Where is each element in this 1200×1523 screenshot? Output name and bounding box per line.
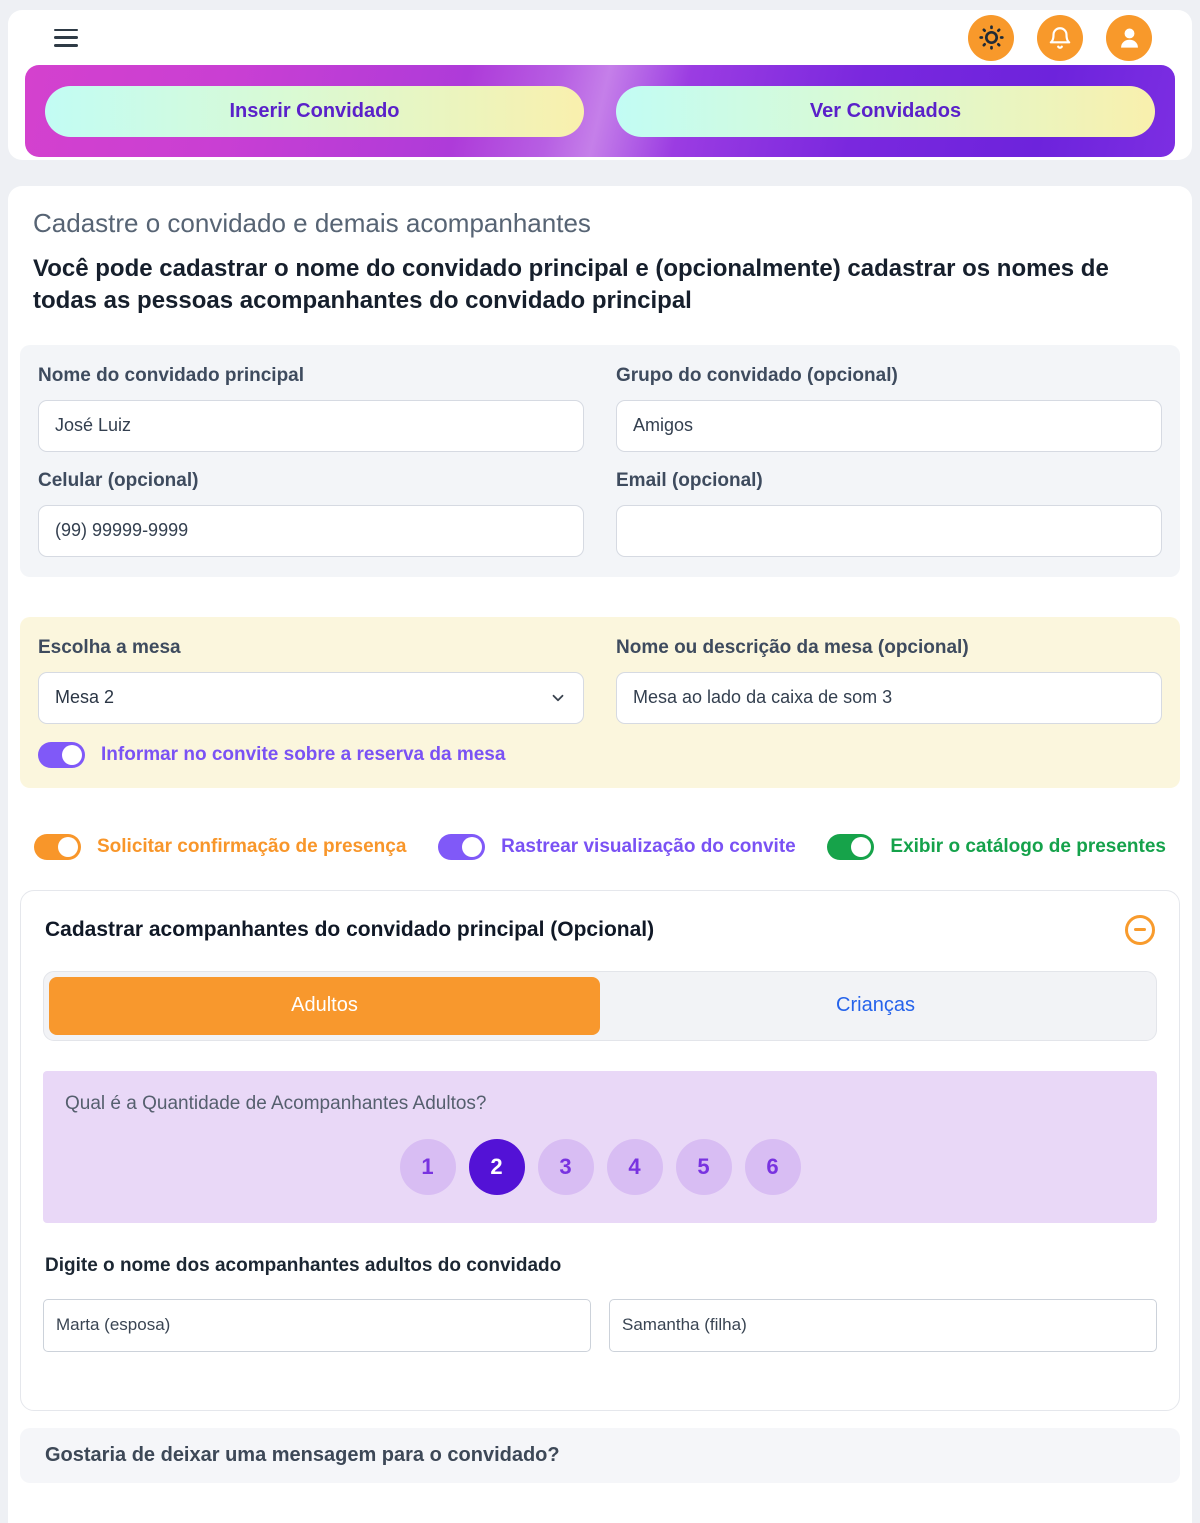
toggle-item-catalog xyxy=(827,834,1166,860)
choose-table-label: Escolha a mesa xyxy=(38,636,181,658)
quantity-options xyxy=(65,1139,1135,1195)
companions-header xyxy=(45,915,1155,945)
guest-phone-input[interactable] xyxy=(38,505,584,557)
toggle-item-confirmation xyxy=(34,834,406,860)
quantity-option-4[interactable]: 4 xyxy=(607,1139,663,1195)
companion-name-input-2[interactable] xyxy=(609,1299,1157,1352)
quantity-question: Qual é a Quantidade de Acompanhantes Adultos? xyxy=(65,1092,487,1114)
chevron-down-icon xyxy=(549,689,567,707)
reserve-toggle-label: Informar no convite sobre a reserva da mesa xyxy=(101,743,506,765)
page-title: Cadastre o convidado e demais acompanhantes xyxy=(33,208,591,238)
message-panel xyxy=(20,1428,1180,1483)
quantity-option-3[interactable]: 3 xyxy=(538,1139,594,1195)
reserve-toggle[interactable] xyxy=(38,742,85,768)
topbar-actions xyxy=(968,15,1152,61)
catalog-toggle-label: Exibir o catálogo de presentes xyxy=(890,835,1166,857)
insert-guest-button[interactable]: Inserir Convidado xyxy=(45,86,584,137)
field-guest-email xyxy=(616,466,1162,557)
field-guest-group xyxy=(616,361,1162,452)
quantity-option-1[interactable]: 1 xyxy=(400,1139,456,1195)
confirmation-toggle-label: Solicitar confirmação de presença xyxy=(97,835,407,857)
guest-nav-banner xyxy=(25,65,1175,157)
page-subtitle: Você pode cadastrar o nome do convidado principal e (opcionalmente) cadastrar os nomes de todas as pessoas acompanhantes do convidado principal xyxy=(33,255,1109,314)
sun-icon xyxy=(978,24,1005,51)
field-table-desc xyxy=(616,633,1162,768)
table-desc-input[interactable] xyxy=(616,672,1162,724)
tracking-toggle-label: Rastrear visualização do convite xyxy=(501,835,796,857)
companions-card xyxy=(20,890,1180,1411)
quantity-option-5[interactable]: 5 xyxy=(676,1139,732,1195)
tab-adultos[interactable]: Adultos xyxy=(49,977,600,1035)
field-guest-name xyxy=(38,361,584,452)
field-guest-phone xyxy=(38,466,584,557)
view-guests-button[interactable]: Ver Convidados xyxy=(616,86,1155,137)
user-icon xyxy=(1116,24,1143,51)
header-card xyxy=(8,10,1192,160)
guest-group-label: Grupo do convidado (opcional) xyxy=(616,364,898,386)
table-desc-label: Nome ou descrição da mesa (opcional) xyxy=(616,636,969,658)
message-question: Gostaria de deixar uma mensagem para o convidado? xyxy=(45,1443,560,1466)
reserve-toggle-row xyxy=(38,742,584,768)
topbar xyxy=(8,10,1192,65)
main-card xyxy=(8,186,1192,1523)
guest-name-input[interactable] xyxy=(38,400,584,452)
companion-names-label: Digite o nome dos acompanhantes adultos do convidado xyxy=(45,1254,562,1276)
options-toggles-row xyxy=(34,834,1166,860)
table-select-value: Mesa 2 xyxy=(55,687,115,708)
tab-criancas[interactable]: Crianças xyxy=(600,977,1151,1035)
companion-names-row xyxy=(43,1299,1157,1352)
bell-icon xyxy=(1047,25,1073,51)
profile-button[interactable] xyxy=(1106,15,1152,61)
companion-name-input-1[interactable] xyxy=(43,1299,591,1352)
guest-email-label: Email (opcional) xyxy=(616,469,763,491)
companions-tabs xyxy=(43,971,1157,1041)
toggle-item-tracking xyxy=(438,834,796,860)
quantity-option-6[interactable]: 6 xyxy=(745,1139,801,1195)
quantity-panel xyxy=(43,1071,1157,1223)
guest-info-panel xyxy=(20,345,1180,577)
guest-email-input[interactable] xyxy=(616,505,1162,557)
field-choose-table xyxy=(38,633,584,768)
guest-name-label: Nome do convidado principal xyxy=(38,364,305,386)
circle-minus-icon[interactable] xyxy=(1125,915,1155,945)
guest-group-input[interactable] xyxy=(616,400,1162,452)
companions-title: Cadastrar acompanhantes do convidado principal (Opcional) xyxy=(45,917,655,941)
quantity-option-2[interactable]: 2 xyxy=(469,1139,525,1195)
table-select[interactable] xyxy=(38,672,584,724)
catalog-toggle[interactable] xyxy=(827,834,874,860)
guest-phone-label: Celular (opcional) xyxy=(38,469,199,491)
menu-icon[interactable] xyxy=(54,29,78,47)
notifications-button[interactable] xyxy=(1037,15,1083,61)
table-panel xyxy=(20,617,1180,788)
confirmation-toggle[interactable] xyxy=(34,834,81,860)
tracking-toggle[interactable] xyxy=(438,834,485,860)
theme-toggle-button[interactable] xyxy=(968,15,1014,61)
